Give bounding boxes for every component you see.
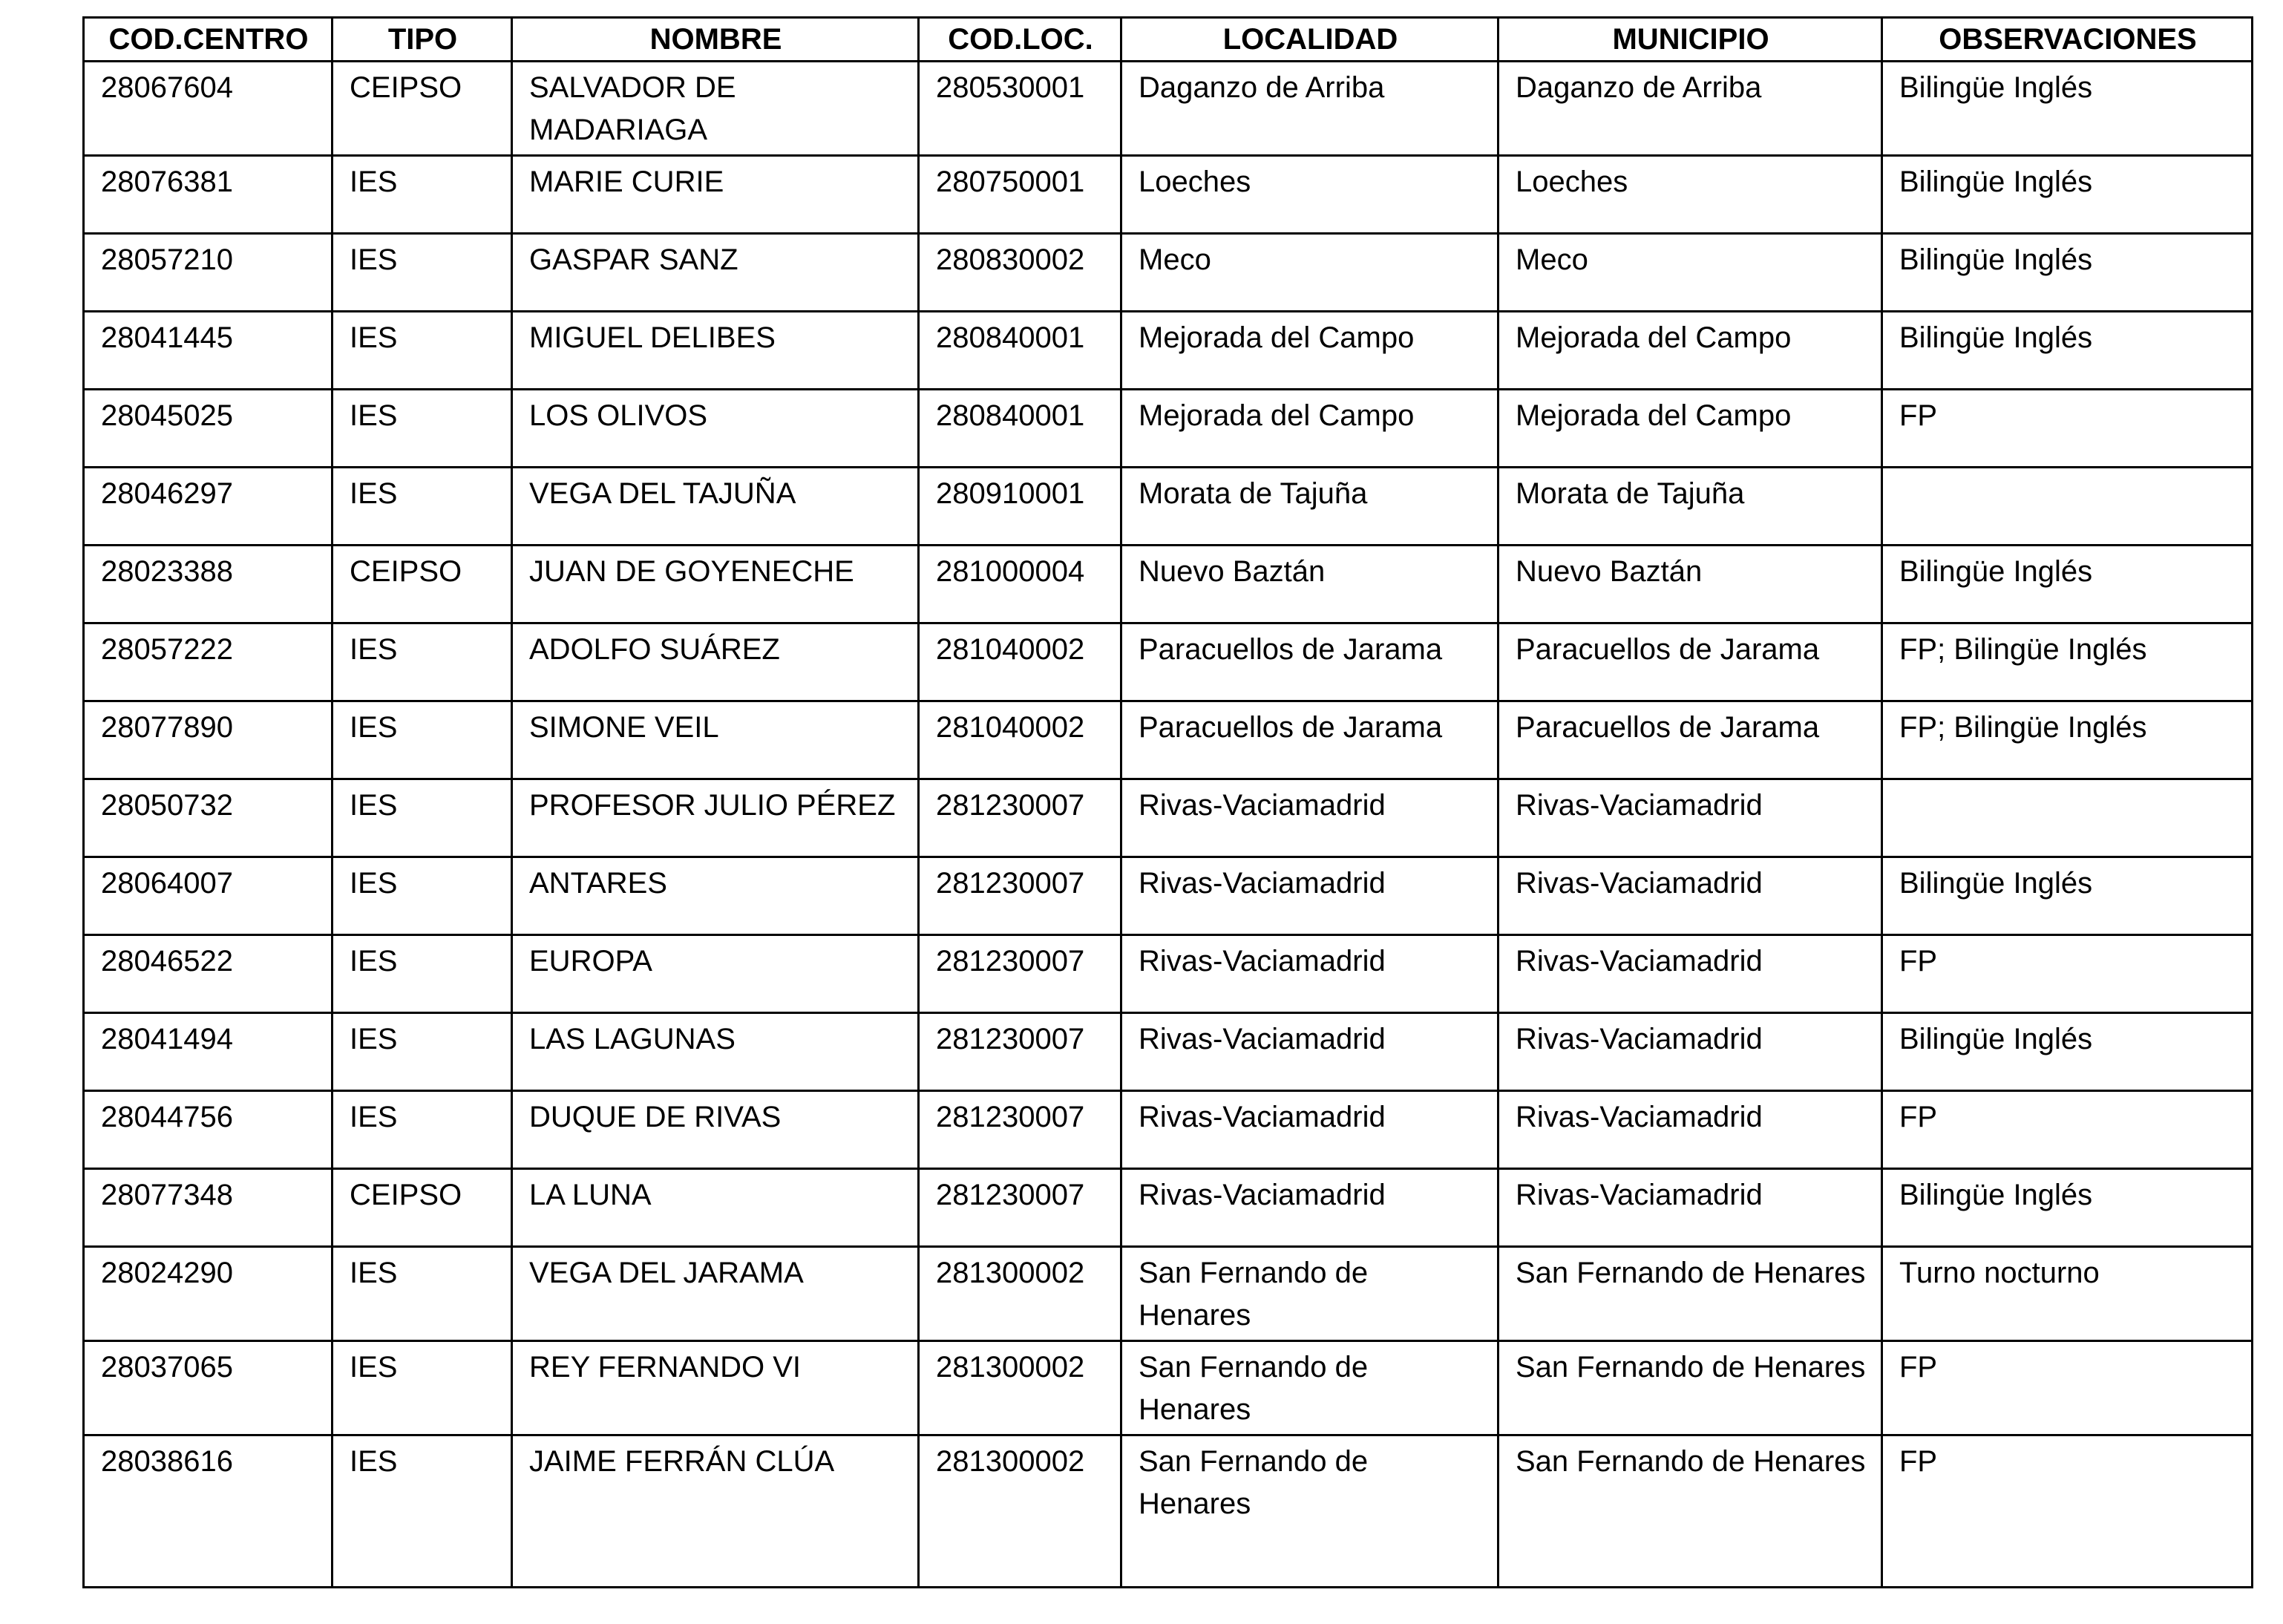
cell-observaciones: Bilingüe Inglés bbox=[1882, 1169, 2253, 1247]
header-cod-loc: COD.LOC. bbox=[919, 18, 1121, 62]
cell-cod-loc: 281230007 bbox=[919, 1091, 1121, 1169]
table-row bbox=[84, 1169, 2253, 1247]
cell-cod-centro: 28057210 bbox=[84, 234, 333, 312]
cell-localidad: Meco bbox=[1121, 234, 1498, 312]
cell-cod-loc: 281230007 bbox=[919, 1013, 1121, 1091]
cell-cod-loc: 281040002 bbox=[919, 701, 1121, 779]
cell-nombre: MIGUEL DELIBES bbox=[512, 312, 919, 390]
cell-nombre: VEGA DEL TAJUÑA bbox=[512, 468, 919, 546]
header-nombre: NOMBRE bbox=[512, 18, 919, 62]
cell-localidad: Rivas-Vaciamadrid bbox=[1121, 857, 1498, 935]
cell-cod-centro: 28077890 bbox=[84, 701, 333, 779]
cell-localidad: San Fernando de Henares bbox=[1121, 1435, 1498, 1588]
cell-observaciones: FP; Bilingüe Inglés bbox=[1882, 701, 2253, 779]
header-municipio: MUNICIPIO bbox=[1498, 18, 1882, 62]
cell-observaciones: Bilingüe Inglés bbox=[1882, 234, 2253, 312]
cell-observaciones: FP bbox=[1882, 1091, 2253, 1169]
cell-nombre: JUAN DE GOYENECHE bbox=[512, 546, 919, 623]
cell-observaciones: Bilingüe Inglés bbox=[1882, 62, 2253, 156]
cell-tipo: IES bbox=[333, 1091, 512, 1169]
cell-cod-centro: 28050732 bbox=[84, 779, 333, 857]
cell-cod-centro: 28044756 bbox=[84, 1091, 333, 1169]
table-row bbox=[84, 468, 2253, 546]
cell-observaciones: Bilingüe Inglés bbox=[1882, 1013, 2253, 1091]
cell-nombre: REY FERNANDO VI bbox=[512, 1341, 919, 1435]
cell-cod-centro: 28041494 bbox=[84, 1013, 333, 1091]
cell-cod-loc: 280840001 bbox=[919, 390, 1121, 468]
cell-municipio: Daganzo de Arriba bbox=[1498, 62, 1882, 156]
cell-cod-loc: 281300002 bbox=[919, 1435, 1121, 1588]
cell-tipo: IES bbox=[333, 701, 512, 779]
table-row bbox=[84, 857, 2253, 935]
cell-tipo: IES bbox=[333, 1247, 512, 1341]
table-row bbox=[84, 779, 2253, 857]
cell-nombre: VEGA DEL JARAMA bbox=[512, 1247, 919, 1341]
cell-cod-centro: 28064007 bbox=[84, 857, 333, 935]
cell-cod-loc: 280840001 bbox=[919, 312, 1121, 390]
cell-cod-centro: 28024290 bbox=[84, 1247, 333, 1341]
cell-municipio: Rivas-Vaciamadrid bbox=[1498, 1169, 1882, 1247]
cell-observaciones: Bilingüe Inglés bbox=[1882, 857, 2253, 935]
cell-tipo: IES bbox=[333, 779, 512, 857]
cell-municipio: Rivas-Vaciamadrid bbox=[1498, 1013, 1882, 1091]
cell-tipo: IES bbox=[333, 312, 512, 390]
cell-municipio: Paracuellos de Jarama bbox=[1498, 623, 1882, 701]
cell-cod-centro: 28041445 bbox=[84, 312, 333, 390]
table-row bbox=[84, 701, 2253, 779]
cell-localidad: Rivas-Vaciamadrid bbox=[1121, 779, 1498, 857]
cell-cod-loc: 281000004 bbox=[919, 546, 1121, 623]
cell-cod-loc: 281300002 bbox=[919, 1341, 1121, 1435]
cell-tipo: IES bbox=[333, 156, 512, 234]
header-tipo: TIPO bbox=[333, 18, 512, 62]
cell-cod-loc: 281230007 bbox=[919, 935, 1121, 1013]
cell-localidad: Rivas-Vaciamadrid bbox=[1121, 1169, 1498, 1247]
cell-municipio: Rivas-Vaciamadrid bbox=[1498, 857, 1882, 935]
cell-nombre: GASPAR SANZ bbox=[512, 234, 919, 312]
cell-nombre: EUROPA bbox=[512, 935, 919, 1013]
header-row bbox=[84, 18, 2253, 62]
cell-municipio: Rivas-Vaciamadrid bbox=[1498, 779, 1882, 857]
cell-tipo: IES bbox=[333, 390, 512, 468]
table-row bbox=[84, 1013, 2253, 1091]
cell-observaciones: Turno nocturno bbox=[1882, 1247, 2253, 1341]
cell-observaciones: FP bbox=[1882, 1435, 2253, 1588]
cell-nombre: SALVADOR DE MADARIAGA bbox=[512, 62, 919, 156]
cell-observaciones: Bilingüe Inglés bbox=[1882, 312, 2253, 390]
cell-localidad: Rivas-Vaciamadrid bbox=[1121, 1091, 1498, 1169]
cell-municipio: Meco bbox=[1498, 234, 1882, 312]
cell-observaciones bbox=[1882, 468, 2253, 546]
cell-observaciones: FP; Bilingüe Inglés bbox=[1882, 623, 2253, 701]
cell-municipio: Rivas-Vaciamadrid bbox=[1498, 935, 1882, 1013]
cell-tipo: IES bbox=[333, 1435, 512, 1588]
cell-nombre: LA LUNA bbox=[512, 1169, 919, 1247]
cell-municipio: Rivas-Vaciamadrid bbox=[1498, 1091, 1882, 1169]
cell-cod-loc: 281040002 bbox=[919, 623, 1121, 701]
cell-observaciones: Bilingüe Inglés bbox=[1882, 546, 2253, 623]
cell-observaciones: FP bbox=[1882, 1341, 2253, 1435]
cell-tipo: IES bbox=[333, 468, 512, 546]
cell-municipio: Paracuellos de Jarama bbox=[1498, 701, 1882, 779]
cell-localidad: Rivas-Vaciamadrid bbox=[1121, 935, 1498, 1013]
table-row bbox=[84, 1341, 2253, 1435]
cell-municipio: Mejorada del Campo bbox=[1498, 390, 1882, 468]
table-row bbox=[84, 234, 2253, 312]
table-header bbox=[84, 18, 2253, 62]
table-row bbox=[84, 1247, 2253, 1341]
cell-cod-centro: 28076381 bbox=[84, 156, 333, 234]
cell-municipio: Nuevo Baztán bbox=[1498, 546, 1882, 623]
cell-tipo: CEIPSO bbox=[333, 1169, 512, 1247]
table-row bbox=[84, 390, 2253, 468]
table-body bbox=[84, 62, 2253, 1588]
table-row bbox=[84, 156, 2253, 234]
cell-nombre: SIMONE VEIL bbox=[512, 701, 919, 779]
cell-localidad: Paracuellos de Jarama bbox=[1121, 701, 1498, 779]
cell-tipo: IES bbox=[333, 234, 512, 312]
centros-table bbox=[82, 16, 2253, 1588]
cell-nombre: JAIME FERRÁN CLÚA bbox=[512, 1435, 919, 1588]
cell-municipio: San Fernando de Henares bbox=[1498, 1247, 1882, 1341]
cell-localidad: Mejorada del Campo bbox=[1121, 390, 1498, 468]
cell-municipio: San Fernando de Henares bbox=[1498, 1435, 1882, 1588]
cell-nombre: ANTARES bbox=[512, 857, 919, 935]
table-row bbox=[84, 935, 2253, 1013]
table-row bbox=[84, 312, 2253, 390]
cell-cod-centro: 28067604 bbox=[84, 62, 333, 156]
cell-cod-centro: 28057222 bbox=[84, 623, 333, 701]
cell-localidad: San Fernando de Henares bbox=[1121, 1247, 1498, 1341]
table-row bbox=[84, 1091, 2253, 1169]
cell-cod-loc: 280750001 bbox=[919, 156, 1121, 234]
cell-cod-centro: 28046522 bbox=[84, 935, 333, 1013]
header-cod-centro: COD.CENTRO bbox=[84, 18, 333, 62]
cell-tipo: CEIPSO bbox=[333, 62, 512, 156]
cell-localidad: Paracuellos de Jarama bbox=[1121, 623, 1498, 701]
table-row bbox=[84, 623, 2253, 701]
cell-cod-loc: 281300002 bbox=[919, 1247, 1121, 1341]
cell-cod-loc: 281230007 bbox=[919, 1169, 1121, 1247]
cell-localidad: Morata de Tajuña bbox=[1121, 468, 1498, 546]
cell-tipo: IES bbox=[333, 1341, 512, 1435]
cell-cod-centro: 28037065 bbox=[84, 1341, 333, 1435]
cell-cod-centro: 28046297 bbox=[84, 468, 333, 546]
cell-observaciones: FP bbox=[1882, 390, 2253, 468]
cell-localidad: Daganzo de Arriba bbox=[1121, 62, 1498, 156]
cell-observaciones: Bilingüe Inglés bbox=[1882, 156, 2253, 234]
cell-nombre: LOS OLIVOS bbox=[512, 390, 919, 468]
table-row bbox=[84, 62, 2253, 156]
cell-observaciones bbox=[1882, 779, 2253, 857]
cell-municipio: Loeches bbox=[1498, 156, 1882, 234]
cell-cod-centro: 28023388 bbox=[84, 546, 333, 623]
cell-municipio: Morata de Tajuña bbox=[1498, 468, 1882, 546]
cell-cod-loc: 280530001 bbox=[919, 62, 1121, 156]
table-row bbox=[84, 546, 2253, 623]
cell-nombre: MARIE CURIE bbox=[512, 156, 919, 234]
cell-localidad: Nuevo Baztán bbox=[1121, 546, 1498, 623]
table-row bbox=[84, 1435, 2253, 1588]
cell-localidad: San Fernando de Henares bbox=[1121, 1341, 1498, 1435]
cell-tipo: IES bbox=[333, 1013, 512, 1091]
cell-nombre: LAS LAGUNAS bbox=[512, 1013, 919, 1091]
cell-cod-loc: 280830002 bbox=[919, 234, 1121, 312]
header-localidad: LOCALIDAD bbox=[1121, 18, 1498, 62]
cell-cod-loc: 281230007 bbox=[919, 779, 1121, 857]
cell-cod-centro: 28077348 bbox=[84, 1169, 333, 1247]
cell-tipo: IES bbox=[333, 623, 512, 701]
cell-nombre: ADOLFO SUÁREZ bbox=[512, 623, 919, 701]
cell-observaciones: FP bbox=[1882, 935, 2253, 1013]
cell-municipio: Mejorada del Campo bbox=[1498, 312, 1882, 390]
cell-localidad: Rivas-Vaciamadrid bbox=[1121, 1013, 1498, 1091]
cell-cod-centro: 28045025 bbox=[84, 390, 333, 468]
cell-municipio: San Fernando de Henares bbox=[1498, 1341, 1882, 1435]
header-observaciones: OBSERVACIONES bbox=[1882, 18, 2253, 62]
cell-nombre: DUQUE DE RIVAS bbox=[512, 1091, 919, 1169]
cell-tipo: CEIPSO bbox=[333, 546, 512, 623]
cell-cod-loc: 280910001 bbox=[919, 468, 1121, 546]
cell-nombre: PROFESOR JULIO PÉREZ bbox=[512, 779, 919, 857]
cell-tipo: IES bbox=[333, 935, 512, 1013]
cell-tipo: IES bbox=[333, 857, 512, 935]
cell-localidad: Loeches bbox=[1121, 156, 1498, 234]
cell-cod-loc: 281230007 bbox=[919, 857, 1121, 935]
cell-localidad: Mejorada del Campo bbox=[1121, 312, 1498, 390]
cell-cod-centro: 28038616 bbox=[84, 1435, 333, 1588]
